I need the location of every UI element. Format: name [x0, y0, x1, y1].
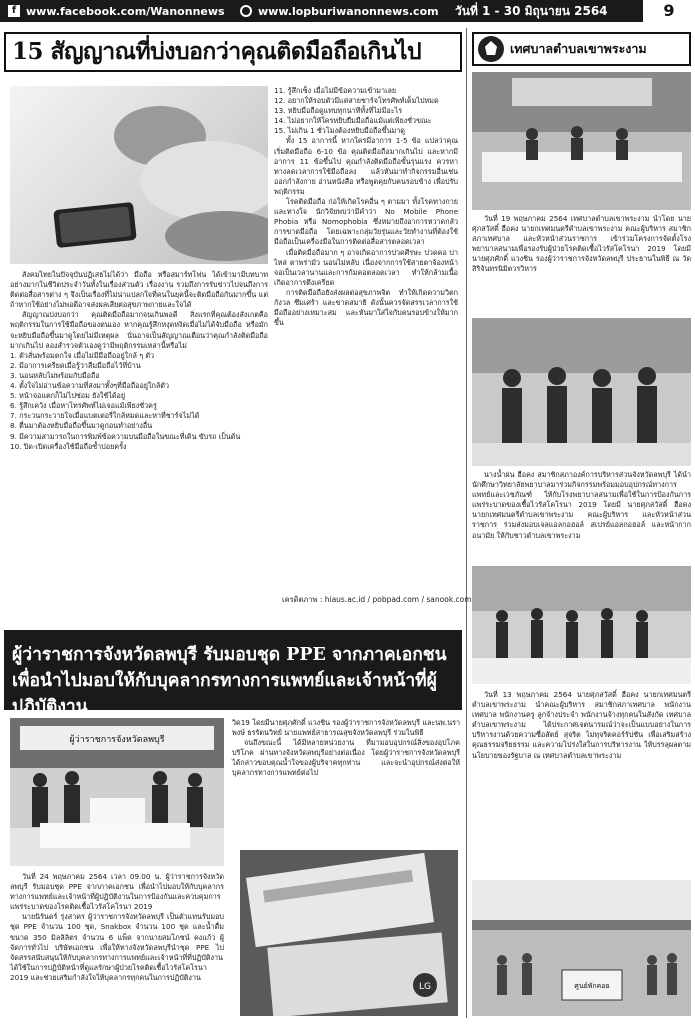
article1-column-left [10, 270, 268, 452]
sidebar-news-1 [472, 214, 691, 275]
sidebar-photo-2 [472, 318, 691, 466]
municipality-seal-icon [478, 36, 504, 62]
photo-banner-text: ผู้ว่าราชการจังหวัดลพบุรี [69, 735, 165, 745]
ppe-bags-illustration [240, 850, 458, 1016]
article1-list-item: 10. ปิด-เปิดเครื่องใช้มือถือซ้ำบ่อยครั้ง [10, 441, 127, 451]
sidebar-header [472, 32, 691, 66]
sidebar-paragraph: วันที่ 19 พฤษภาคม 2564 เทศบาลตำบลเขาพระงาม นำโดย นายศุภสวัสดิ์ ฮือคง นายกเทศมนตรีตำบลเขาพระงาม คณะผู้บริหาร สมาชิกสภาเทศบาล และหัวหน้าส่วนราชการ เข้าร่วมโครงการจัดตั้งโรงพยาบาลสนามเพื่อรองรับผู้ป่วยโรคติดเชื้อไวรัสโคโรนา 2019 โดยมี นายศุภศักดิ์ แวงชิน รองผู้ว่าราชการจังหวัดลพบุรี ประธานในพิธี ณ วัดสิริจันทรนิมิตวรวิหาร [472, 214, 691, 274]
donation-group-illustration [472, 318, 691, 466]
article1-list-item: 13. หยิบมือถือดูแทบทุกนาทีทั้งที่ไม่มีอะไร [274, 106, 403, 116]
article1-paragraph: สังคมไทยในปัจจุบันปฏิเสธไม่ได้ว่า มือถือ หรือสมาร์ทโฟน ได้เข้ามามีบทบาทอย่างมากในชีวิตประจำวันทั้งในเรื่องส่วนตัว เรื่องงาน รวมถึงการรับข่าวไปจนถึงการติดต่อสื่อสารต่าง ๆ จึงเป็นเรื่องที่ไม่น่าแปลกใจที่คนในยุคนี้จะติดมือถือกันมากขึ้น แต่ถ้าหากใช้อย่างไม่พอดีอาจส่งผลเสียต่อสุขภาพกายและใจได้ [10, 270, 268, 310]
photo-credit: เครดิตภาพ : hiaus.ac.id / pobpad.com / sanook.com [282, 595, 472, 604]
facebook-icon: f [8, 5, 20, 17]
issue-date: วันที่ 1 - 30 มิถุนายน 2564 [455, 3, 608, 18]
article1-column-right [274, 86, 458, 328]
sleeping-person-illustration [10, 86, 268, 264]
sidebar-photo-4 [472, 880, 691, 1016]
article1-paragraph: เมื่อติดมือถือมาก ๆ อาจเกิดอาการปวดศีรษะ ปวดคอ บ่า ไหล่ ตาพร่ามัว นอนไม่หลับ เนื่องจากการใช้สายตาจ้องหน้าจอเป็นเวลานานและการก้มคอตลอดเวลา ทำให้กล้ามเนื้อเกิดอาการตึงเครียด [274, 247, 458, 287]
sidebar-title: เทศบาลตำบลเขาพระงาม [510, 41, 647, 56]
column-divider [466, 28, 467, 1018]
article1-paragraph: โรคติดมือถือ ก่อให้เกิดโรคอื่น ๆ ตามมา ทั้งโรคทางกายและทางใจ นักวิจัยพบว่ามีคำว่า No Mobile Phone Phobia หรือ Nomophobia ซึ่งหมายถึงอาการหวาดกลัวการขาดมือถือ โดยเฉพาะกลุ่มวัยรุ่นและวัยทำงานที่ต้องใช้มือถือเป็นเครื่องมือในการติดต่อสื่อสารตลอดเวลา [274, 197, 458, 247]
meeting-hall-illustration [472, 72, 691, 210]
brand-label: LG [419, 982, 431, 992]
article1-list-item: 9. มีความสามารถในการพิมพ์ข้อความบนมือถือในขณะที่เดิน ขับรถ เป็นต้น [10, 431, 241, 441]
article2-headline: ผู้ว่าราชการจังหวัดลพบุรี รับมอบชุด PPE จากภาคเอกชน เพื่อนำไปมอบให้กับบุคลากรทางการแพทย์และเจ้าหน้าที่ผู้ปฏิบัติงาน [4, 630, 462, 710]
pledge-ceremony-illustration [472, 566, 691, 684]
page-number: 9 [640, 0, 695, 22]
sidebar-photo-3 [472, 566, 691, 684]
sidebar-paragraph: วันที่ 13 พฤษภาคม 2564 นายศุภสวัสดิ์ ฮือคง นายกเทศมนตรีตำบลเขาพระงาม นำคณะผู้บริหาร สมาชิกสภาเทศบาล พนักงานเทศบาล พนักงานครู ลูกจ้างประจำ พนักงานจ้างทุกคนในสังกัด เทศบาลตำบลเขาพระงาม ได้ประกาศเจตนารมณ์ว่าจะเป็นแบบอย่างในการบริหารงานด้วยความซื่อสัตย์ สุจริต ไม่ทุจริตคอร์รัปชัน เพื่อเสริมสร้างคุณธรรมจริยธรรม และความโปร่งใสในการบริหารงาน ให้บรรลุผลตามนโยบายของรัฐบาล ณ เทศบาลตำบลเขาพระงาม [472, 690, 691, 760]
article1-title: 15 สัญญาณที่บ่งบอกว่าคุณติดมือถือเกินไป [4, 32, 462, 72]
photo-sign-text: ศูนย์พักคอย [574, 982, 610, 990]
article1-list-item: 4. ตั้งใจไม่อ่านข้อความที่ส่งมาทั้งๆที่มือถืออยู่ใกล้ตัว [10, 381, 169, 391]
article1-list-item: 11. รู้สึกเซ็ง เมื่อไม่มีข้อความเข้ามาเลย [274, 86, 397, 95]
article1-photo [10, 86, 268, 264]
article2-photo-ceremony [10, 718, 224, 866]
article2-paragraph: นายนิรันดร์ รุ่งสาคร ผู้ว่าราชการจังหวัดลพบุรี เป็นตัวแทนรับมอบชุด PPE จำนวน 100 ชุด, Snakbox จำนวน 100 ชุด และน้ำดื่ม ขนาด 350 มิลลิลิตร จำนวน 6 แพ็ค จากนายสมโภชน์ คงแก้ว ผู้จัดการทั่วไป บริษัทเอกชน เพื่อให้ทางจังหวัดลพบุรีนำชุด PPE ไปจัดสรรสนับสนุนให้กับบุคลากรทางการแพทย์และเจ้าหน้าที่ที่ปฏิบัติงาน ได้ใช้ในการปฏิบัติหน้าที่ดูแลรักษาผู้ป่วยโรคติดเชื้อไวรัสโคโรนา 2019 และช่วยเสริมกำลังใจให้บุคลากรทุกคนในการปฏิบัติงาน [10, 912, 224, 982]
article1-list-item: 2. มีอาการเครียดเมื่อรู้ว่าลืมมือถือไว้ที่บ้าน [10, 360, 141, 370]
article1-paragraph: ทั้ง 15 อาการนี้ หากใครมีอาการ 1-5 ข้อ แปลว่าคุณเริ่มติดมือถือ 6-10 ข้อ คุณติดมือถือมากเกินไป และหากมีอาการ 11 ข้อขึ้นไป คุณกำลังติดมือถือขั้นรุนแรง ควรหาทางลดเวลาการใช้มือถือลง แล้วหันมาทำกิจกรรมอื่นเช่น ออกกำลังกาย อ่านหนังสือ หรือพูดคุยกับคนรอบข้าง เพื่อปรับพฤติกรรม [274, 136, 458, 196]
article1-paragraph: สัญญาณบ่งบอกว่า คุณติดมือถือมากจนเกินพอดี สิ่งแรกที่คุณต้องสังเกตคือพฤติกรรมในการใช้มือถือของตนเอง หากคุณรู้สึกหงุดหงิดเมื่อไม่ได้จับมือถือ หรือมักจะหยิบมือถือขึ้นมาดูโดยไม่มีเหตุผล นั่นอาจเป็นสัญญาณเตือนว่าคุณกำลังติดมือถือมากเกินไป ลองสำรวจตัวเองดูว่ามีพฤติกรรมเหล่านี้หรือไม่ [10, 310, 268, 350]
website-link[interactable] [240, 5, 439, 18]
globe-icon [240, 5, 252, 17]
article1-list-item: 15. ไม่เกิน 1 ชั่วโมงต้องหยิบมือถือขึ้นมาดู [274, 126, 405, 136]
article2-column-right [232, 718, 460, 779]
article2-column-left [10, 872, 224, 983]
article1-list-item: 7. กระวนกระวายใจเมื่อแบตเตอรี่ใกล้หมดและหาที่ชาร์จไม่ได้ [10, 411, 200, 421]
sidebar-photo-1 [472, 72, 691, 210]
ceremony-group-illustration [10, 718, 224, 866]
article1-list-item: 3. นอนหลับไม่พร้อมกับมือถือ [10, 370, 100, 380]
article1-list-item: 8. ตื่นมาต้องหยิบมือถือขึ้นมาดูก่อนทำอย่างอื่น [10, 421, 153, 431]
article2-paragraph: วันที่ 24 พฤษภาคม 2564 เวลา 09.00 น. ผู้ว่าราชการจังหวัดลพบุรี รับมอบชุด PPE จากภาคเอกชน เพื่อนำไปมอบให้กับบุคลากรทางการแพทย์และเจ้าหน้าที่ผู้ปฏิบัติงานในการป้องกันและควบคุมการแพร่ระบาดของโรคติดเชื้อไวรัสโคโรนา 2019 [10, 872, 224, 912]
sidebar-paragraph: นางน้ำฝน ฮือคง สมาชิกสภาองค์การบริหารส่วนจังหวัดลพบุรี ได้นำนักศึกษาวิทยาลัยพยาบาลมาร่วมกิจกรรมพร้อมมอบอุปกรณ์ทางการแพทย์และเวชภัณฑ์ ให้กับโรงพยาบาลสนามเพื่อใช้ในการป้องกันการแพร่ระบาดของเชื้อไวรัสโคโรนา 2019 โดยมี นายศุภสวัสดิ์ ฮือคง นายกเทศมนตรีตำบลเขาพระงาม คณะผู้บริหาร และหัวหน้าส่วนราชการ ร่วมส่งมอบเจลแอลกอฮอล์ สเปรย์แอลกอฮอล์ และหน้ากากอนามัย ให้กับชาวตำบลเขาพระงาม [472, 470, 691, 540]
article1-paragraph: การติดมือถือยังส่งผลต่อสุขภาพจิต ทำให้เกิดความวิตกกังวล ซึมเศร้า และขาดสมาธิ ดังนั้นควรจัดสรรเวลาการใช้มือถืออย่างเหมาะสม และหันมาใส่ใจกับคนรอบข้างให้มากขึ้น [274, 287, 458, 328]
sidebar-news-3 [472, 690, 691, 761]
top-bar [0, 0, 695, 22]
article1-list-item: 1. ตัวสั่นพร้อมตกใจ เมื่อไม่มีมือถืออยู่ใกล้ ๆ ตัว [10, 350, 155, 360]
article2-paragraph: วิด19 โดยมีนายศุภศักดิ์ แวงชิน รองผู้ว่าราชการจังหวัดลพบุรี และนพ.นราพงษ์ ธรรัตนวิทย์ นายแพทย์สาธารณสุขจังหวัดลพบุรี ร่วมในพิธี [232, 718, 460, 738]
facebook-link[interactable] [8, 5, 225, 18]
article1-list-item: 12. อยากให้รอบตัวมีแต่สายชาร์จโทรศัพท์เต็มไปหมด [274, 96, 439, 106]
sidebar-news-2 [472, 470, 691, 541]
article1-list-item: 6. รู้สึกเคว้ง เมื่อหาโทรศัพท์ไม่เจอแม้เพียงชั่วครู่ [10, 401, 157, 411]
field-hospital-illustration [472, 880, 691, 1016]
article2-photo-ppe [240, 850, 458, 1016]
facebook-url: www.facebook.com/Wanonnews [26, 4, 225, 18]
website-url: www.lopburiwanonnews.com [258, 4, 439, 18]
article1-list-item: 14. ไม่อยากให้ใครหยิบยืมมือถือแม้แต่เพียงชั่วขณะ [274, 116, 432, 126]
article1-list-item: 5. หน้าจอแตกก็ไม่ไปซ่อม ยังใช้ได้อยู่ [10, 391, 126, 401]
article2-paragraph: จนถึงขณะนี้ ได้มีหลายหน่วยงาน ที่มามอบอุปกรณ์สิ่งของอุปโภคบริโภค ผ่านทางจังหวัดลพบุรีอย่างต่อเนื่อง โดยผู้ว่าราชการจังหวัดลพบุรี ได้กล่าวขอบคุณน้ำใจของผู้บริจาคทุกท่าน และจะนำอุปกรณ์ส่งต่อให้บุคลากรทางการแพทย์ต่อไป [232, 738, 460, 778]
